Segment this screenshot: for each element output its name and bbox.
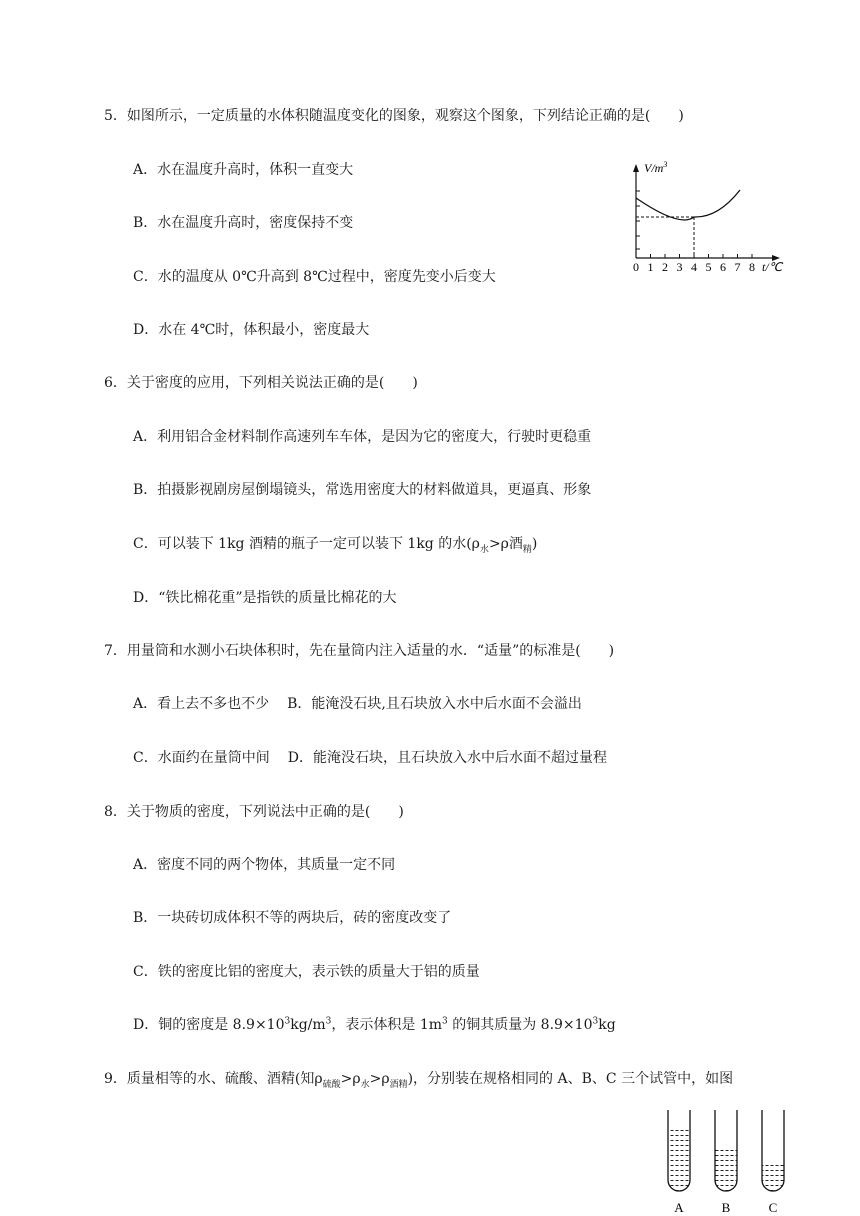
tube-b bbox=[715, 1110, 737, 1191]
option-c-mid: >ρ酒 bbox=[488, 536, 523, 552]
x-tick-label-3: 3 bbox=[676, 260, 683, 274]
rho-sulfuric-subscript: 硫酸 bbox=[322, 1079, 341, 1090]
question-6-option-c bbox=[133, 534, 537, 554]
tube-b-label: B bbox=[721, 1200, 731, 1215]
question-7-option-c: C．水面约在量筒中间 bbox=[133, 750, 270, 766]
rho-alcohol-subscript: 精 bbox=[522, 544, 532, 555]
question-7-options-ab bbox=[133, 694, 582, 714]
question-5-option-b: B．水在温度升高时，密度保持不变 bbox=[133, 215, 354, 231]
option-c-end: ) bbox=[531, 536, 538, 552]
tube-a-liquid bbox=[668, 1126, 690, 1191]
x-tick-labels bbox=[633, 260, 755, 274]
question-7-option-d: D．能淹没石块，且石块放入水中后水面不超过量程 bbox=[287, 750, 607, 766]
x-tick-label-2: 2 bbox=[662, 260, 668, 274]
question-8-option-a: A．密度不同的两个物体，其质量一定不同 bbox=[133, 857, 396, 873]
opt-d-sup1: 3 bbox=[284, 1016, 291, 1027]
question-7-options-cd bbox=[133, 748, 607, 768]
volume-curve bbox=[636, 190, 740, 220]
question-9-stem bbox=[104, 1069, 733, 1089]
x-tick-label-7: 7 bbox=[734, 260, 741, 274]
rho-water-subscript: 水 bbox=[360, 1079, 370, 1090]
opt-d-sup2: 3 bbox=[325, 1016, 332, 1027]
rho-alcohol-subscript: 酒精 bbox=[389, 1079, 408, 1090]
volume-temperature-graph bbox=[624, 158, 794, 278]
opt-d-part4: 的铜其质量为 8.9×10 bbox=[447, 1017, 593, 1033]
tube-b-liquid bbox=[715, 1146, 737, 1191]
x-axis-label: t/℃ bbox=[762, 260, 783, 274]
tube-c bbox=[762, 1110, 784, 1191]
tube-a-label: A bbox=[674, 1200, 684, 1215]
q9-part4: )，分别装在规格相同的 A、B、C 三个试管中，如图 bbox=[407, 1071, 734, 1087]
x-tick-label-8: 8 bbox=[749, 260, 755, 274]
x-tick-label-6: 6 bbox=[720, 260, 726, 274]
y-axis-arrow bbox=[633, 164, 639, 172]
question-6-option-a: A．利用铝合金材料制作高速列车车体，是因为它的密度大，行驶时更稳重 bbox=[133, 429, 592, 445]
question-6-option-d: D．“铁比棉花重”是指铁的质量比棉花的大 bbox=[133, 590, 397, 606]
q9-part1: 9．质量相等的水、硫酸、酒精(知ρ bbox=[104, 1071, 323, 1087]
q9-part3: >ρ bbox=[369, 1071, 390, 1087]
question-6-option-b: B．拍摄影视剧房屋倒塌镜头，常选用密度大的材料做道具，更逼真、形象 bbox=[133, 482, 592, 498]
x-tick-label-4: 4 bbox=[691, 260, 697, 274]
option-c-text: C．可以装下 1kg 酒精的瓶子一定可以装下 1kg 的水(ρ bbox=[133, 536, 480, 552]
y-axis-label: $V/m^3$ bbox=[644, 160, 668, 175]
test-tubes-figure bbox=[660, 1108, 800, 1216]
question-5-option-a: A．水在温度升高时，体积一直变大 bbox=[133, 162, 354, 178]
opt-d-sup3: 3 bbox=[442, 1016, 448, 1027]
opt-d-part5: kg bbox=[598, 1017, 616, 1033]
tube-c-liquid bbox=[762, 1161, 784, 1191]
x-tick-label-1: 1 bbox=[647, 260, 654, 274]
opt-d-part3: ，表示体积是 1m bbox=[331, 1017, 443, 1033]
q9-part2: >ρ bbox=[340, 1071, 361, 1087]
question-5-option-c: C．水的温度从 0℃升高到 8℃过程中，密度先变小后变大 bbox=[133, 269, 496, 285]
tube-a bbox=[668, 1110, 690, 1191]
tube-c-label: C bbox=[768, 1200, 778, 1215]
question-7-option-a: A．看上去不多也不少 bbox=[133, 696, 270, 712]
question-8-option-d bbox=[133, 1015, 616, 1035]
rho-water-subscript: 水 bbox=[479, 544, 489, 555]
question-7-stem: 7．用量筒和水测小石块体积时，先在量筒内注入适量的水．“适量”的标准是( ) bbox=[104, 643, 615, 659]
question-8-option-b: B．一块砖切成体积不等的两块后，砖的密度改变了 bbox=[133, 910, 452, 926]
question-7-option-b: B．能淹没石块,且石块放入水中后水面不会溢出 bbox=[287, 696, 582, 712]
question-8-stem: 8．关于物质的密度，下列说法中正确的是( ) bbox=[104, 804, 404, 820]
opt-d-part1: D．铜的密度是 8.9×10 bbox=[133, 1017, 285, 1033]
opt-d-part2: kg/m bbox=[290, 1017, 326, 1033]
opt-d-sup4: 3 bbox=[592, 1016, 599, 1027]
question-5-option-d: D．水在 4℃时，体积最小，密度最大 bbox=[133, 322, 370, 338]
question-8-option-c: C．铁的密度比铝的密度大，表示铁的质量大于铝的质量 bbox=[133, 964, 480, 980]
x-tick-label-0: 0 bbox=[633, 260, 639, 274]
question-6-stem: 6．关于密度的应用，下列相关说法正确的是( ) bbox=[104, 375, 418, 391]
x-tick-label-5: 5 bbox=[705, 260, 712, 274]
question-5-stem: 5．如图所示，一定质量的水体积随温度变化的图象，观察这个图象，下列结论正确的是( ) bbox=[104, 108, 684, 124]
x-tick-marks bbox=[651, 254, 753, 258]
